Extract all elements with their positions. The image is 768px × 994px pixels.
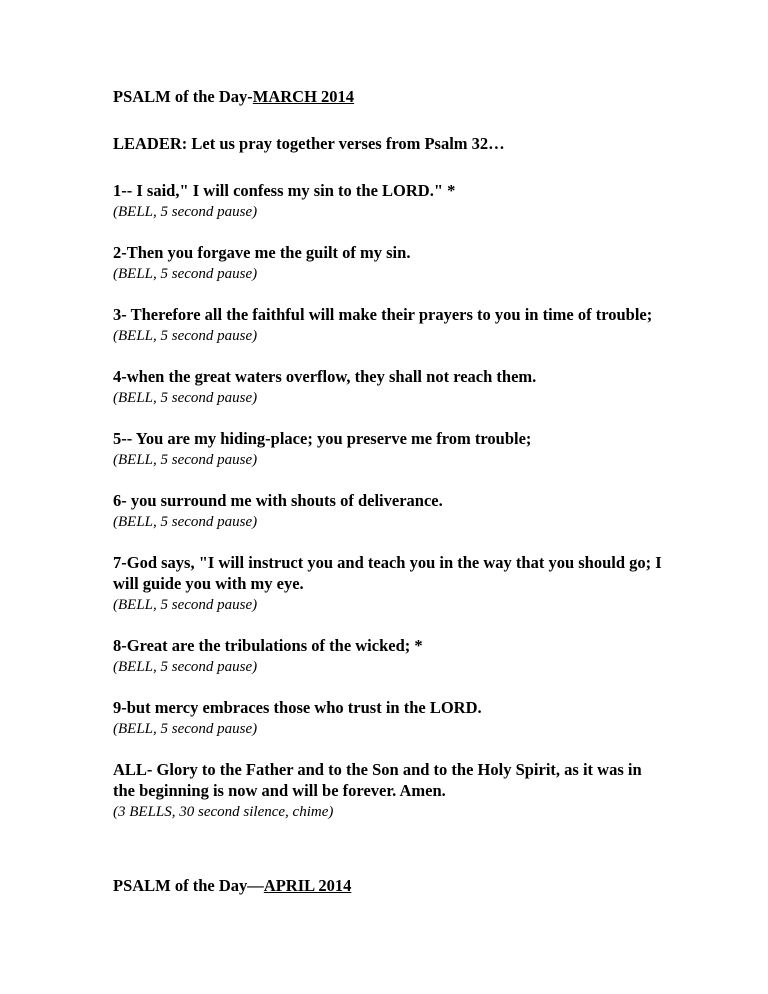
verse-cue: (BELL, 5 second pause) (113, 452, 258, 469)
verse-cue: (BELL, 5 second pause) (113, 328, 258, 345)
verse-block (113, 698, 663, 739)
doxology-block (113, 760, 663, 822)
verse-text: 3- Therefore all the faithful will make their prayers to you in time of trouble; (113, 305, 653, 325)
verse-block (113, 491, 663, 532)
verse-text: 4-when the great waters overflow, they shall not reach them. (113, 367, 537, 387)
verse-cue: (BELL, 5 second pause) (113, 597, 258, 614)
next-section-title-prefix: PSALM of the Day— (113, 876, 264, 896)
doxology-cue: (3 BELLS, 30 second silence, chime) (113, 804, 334, 821)
page-title (113, 86, 663, 107)
verse-cue: (BELL, 5 second pause) (113, 204, 258, 221)
verse-block (113, 305, 663, 346)
verse-block (113, 181, 663, 222)
verse-cue: (BELL, 5 second pause) (113, 514, 258, 531)
verse-cue: (BELL, 5 second pause) (113, 659, 258, 676)
page-title-month: MARCH 2014 (252, 87, 355, 106)
verse-text: 9-but mercy embraces those who trust in the LORD. (113, 698, 482, 718)
verse-text: 2-Then you forgave me the guilt of my sin. (113, 243, 411, 263)
verse-block (113, 553, 663, 615)
verse-text: 6- you surround me with shouts of deliverance. (113, 491, 443, 511)
next-section-title (113, 875, 663, 896)
verse-cue: (BELL, 5 second pause) (113, 721, 258, 738)
page-title-prefix: PSALM of the Day- (113, 87, 253, 106)
verse-block (113, 636, 663, 677)
verse-block (113, 367, 663, 408)
leader-instruction: LEADER: Let us pray together verses from Psalm 32… (113, 134, 505, 154)
verse-block (113, 429, 663, 470)
doxology-text: ALL- Glory to the Father and to the Son and to the Holy Spirit, as it was in the beginning is now and will be forever. Amen. (113, 760, 642, 801)
next-section-title-month: APRIL 2014 (263, 876, 352, 896)
verse-cue: (BELL, 5 second pause) (113, 390, 258, 407)
verse-text: 8-Great are the tribulations of the wicked; * (113, 636, 423, 656)
verse-text: 7-God says, "I will instruct you and teach you in the way that you should go; I will guide you with my eye. (113, 553, 662, 594)
verse-text: 1-- I said," I will confess my sin to the LORD." * (113, 181, 456, 201)
verse-cue: (BELL, 5 second pause) (113, 266, 258, 283)
verse-text: 5-- You are my hiding-place; you preserve me from trouble; (113, 429, 532, 449)
verse-block (113, 243, 663, 284)
